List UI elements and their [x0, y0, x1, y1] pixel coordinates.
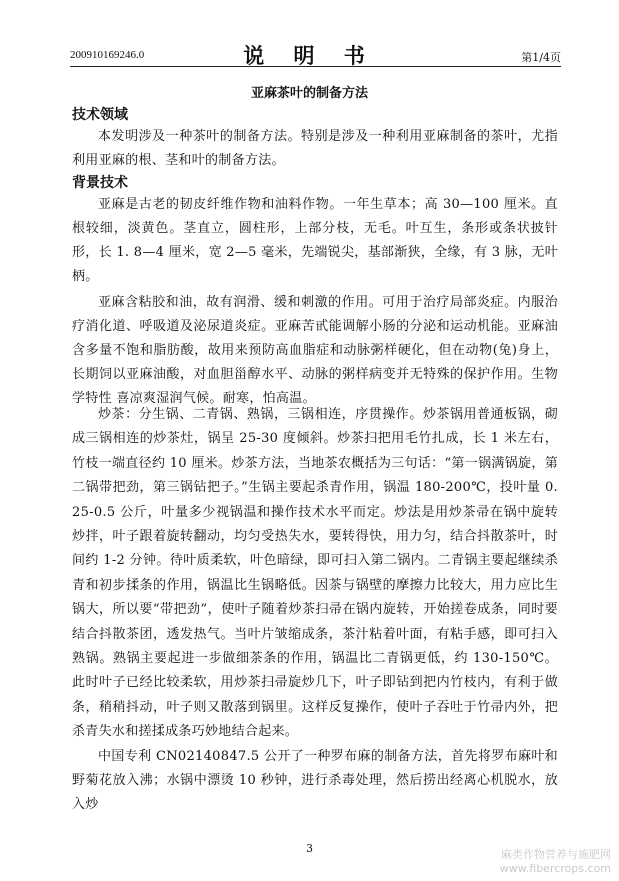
header-rule: [70, 66, 561, 67]
section-heading-technical-field: 技术领域: [72, 107, 128, 123]
header-doc-number: 200910169246.0: [70, 49, 145, 61]
paragraph-technical-field: 本发明涉及一种茶叶的制备方法。特别是涉及一种利用亚麻制备的茶叶，尤指利用亚麻的根、茎和叶的制备方法。: [72, 129, 558, 168]
header-title: 说 明 书: [243, 44, 376, 68]
document-title: 亚麻茶叶的制备方法: [250, 86, 368, 101]
header-page-indicator: 第1/4页: [521, 51, 561, 64]
paragraph-flax-uses: 亚麻含粘胶和油，故有润滑、缓和刺激的作用。可用于治疗局部炎症。内服治疗消化道、呼吸道及泌尿道炎症。亚麻苦甙能调解小肠的分泌和运动机能。亚麻油含多量不饱和脂肪酸，故用来预防高血脂症和动脉粥样硬化，但在动物(兔)身上，长期饲以亚麻油酸，对血胆甾醇水平、动脉的粥样病变并无特殊的保护作用。生物学特性 喜凉爽湿润气候。耐寒，怕高温。: [72, 295, 558, 406]
watermark-line-1: 麻类作物营养与施肥网: [501, 848, 611, 861]
section-heading-background: 背景技术: [72, 175, 128, 191]
paragraph-flax-description: 亚麻是古老的韧皮纤维作物和油料作物。一年生草本；高 30—100 厘米。直根较细，淡黄色。茎直立，圆柱形，上部分枝，无毛。叶互生，条形或条状披针形，长 1. 8—4 厘米，宽 2—5 毫米，先端锐尖，基部渐狭，全缘，有 3 脉，无叶柄。: [72, 197, 558, 284]
paragraph-tea-frying: 炒茶：分生锅、二青锅、熟锅，三锅相连，序贯操作。炒茶锅用普通板锅，砌成三锅相连的炒茶灶，锅呈 25-30 度倾斜。炒茶扫把用毛竹扎成，长 1 米左右，竹枝一端直径约 10 厘米。炒茶方法，当地茶农概括为三句话：“第一锅满锅旋，第二锅带把劲，第三锅钻把子。”生锅主要起杀青作用，锅温 180-200℃，投叶量 0.25-0.5 公斤，叶量多少视锅温和操作技术水平而定。炒法是用炒茶帚在锅中旋转炒拌，叶子跟着旋转翻动，均匀受热失水，要转得快，用力匀，结合抖散茶叶，时间约 1-2 分钟。待叶质柔软，叶色暗绿，即可扫入第二锅内。二青锅主要起继续杀青和初步揉条的作用，锅温比生锅略低。因茶与锅壁的摩擦力比较大，用力应比生锅大，所以要“带把劲”，使叶子随着炒茶扫帚在锅内旋转，开始搓卷成条，同时要结合抖散茶团，透发热气。当叶片皱缩成条，茶汁粘着叶面，有粘手感，即可扫入熟锅。熟锅主要起进一步做细茶条的作用，锅温比二青锅更低，约 130-150℃。此时叶子已经比较柔软，用炒茶扫帚旋炒几下，叶子即钻到把内竹枝内，有利于做条，稍稍抖动，叶子则又散落到锅里。这样反复操作，使叶子吞吐于竹帚内外，把杀青失水和搓揉成条巧妙地结合起来。: [72, 407, 558, 740]
watermark-line-2: www.fibercrops.com: [499, 862, 611, 875]
footer-page-number: 3: [306, 842, 313, 855]
watermark: [500, 848, 611, 876]
paragraph-patent-reference: 中国专利 CN02140847.5 公开了一种罗布麻的制备方法，首先将罗布麻叶和野菊花放入沸；水锅中漂烫 10 秒钟，进行杀毒处理，然后捞出经离心机脱水，放入炒: [72, 749, 558, 812]
